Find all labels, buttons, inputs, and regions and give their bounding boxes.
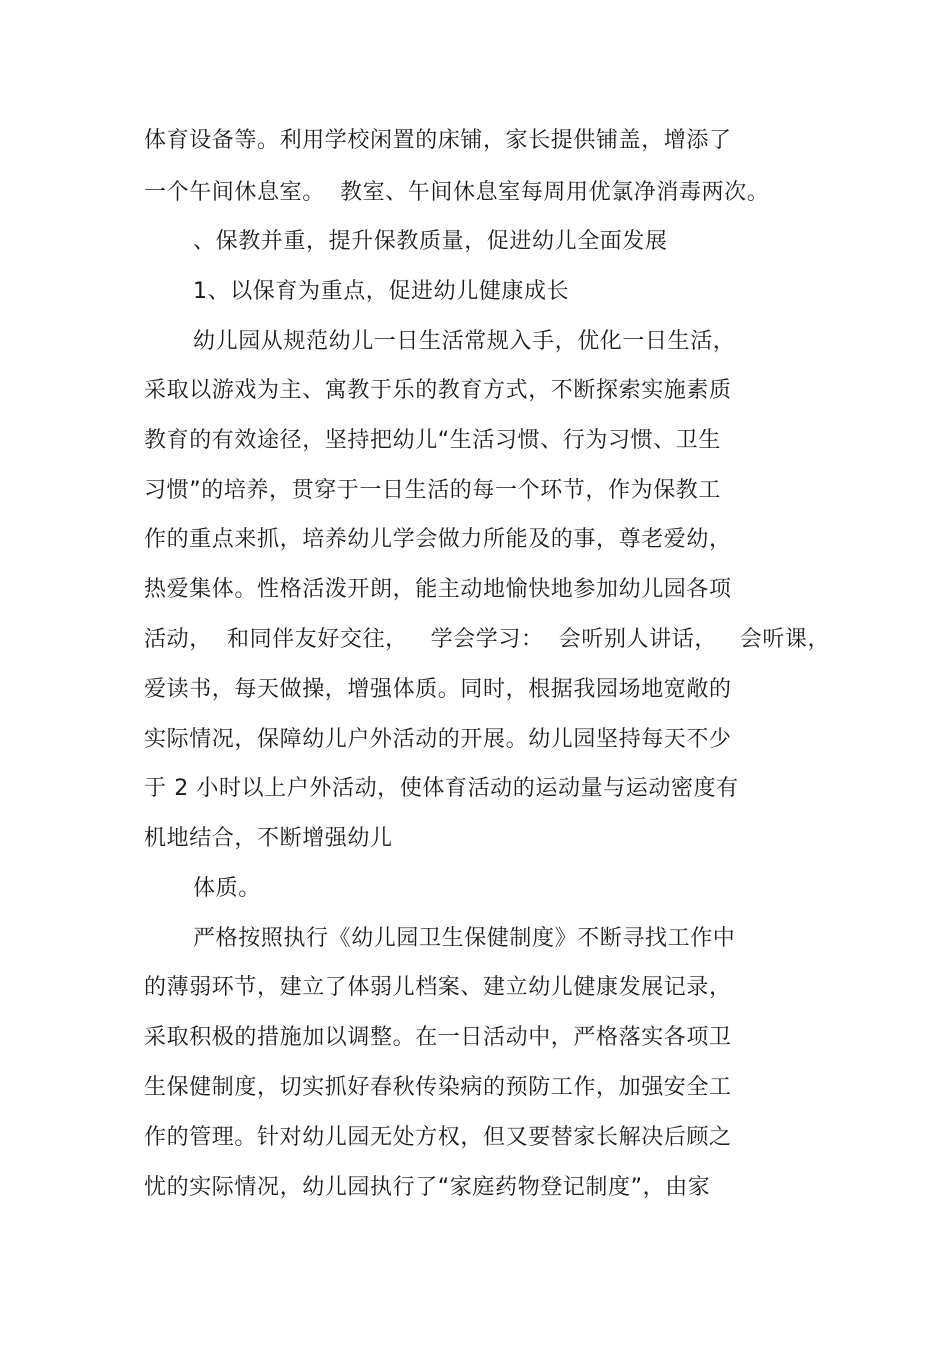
- text-line: 体质。: [193, 876, 261, 901]
- text-line: 严格按照执行《幼儿园卫生保健制度》不断寻找工作中: [193, 926, 736, 951]
- text-line: 活动， 和同伴友好交往， 学会学习： 会听别人讲话， 会听课，: [144, 627, 831, 652]
- text-line: 于 2 小时以上户外活动，使体育活动的运动量与运动密度有: [144, 776, 739, 801]
- text-line: 爱读书，每天做操，增强体质。同时，根据我园场地宽敞的: [144, 677, 732, 702]
- text-line: 采取以游戏为主、寓教于乐的教育方式，不断探索实施素质: [144, 378, 732, 403]
- text-line: 采取积极的措施加以调整。在一日活动中，严格落实各项卫: [144, 1025, 732, 1050]
- text-line: 生保健制度，切实抓好春秋传染病的预防工作，加强安全工: [144, 1075, 732, 1100]
- text-line: 教育的有效途径，坚持把幼儿“生活习惯、行为习惯、卫生: [144, 428, 721, 453]
- text-line: 的薄弱环节，建立了体弱儿档案、建立幼儿健康发展记录，: [144, 975, 732, 1000]
- text-line: 忧的实际情况，幼儿园执行了“家庭药物登记制度”，由家: [144, 1175, 711, 1200]
- text-line: 作的管理。针对幼儿园无处方权，但又要替家长解决后顾之: [144, 1125, 732, 1150]
- text-line: 作的重点来抓，培养幼儿学会做力所能及的事，尊老爱幼，: [144, 527, 732, 552]
- text-line: 实际情况，保障幼儿户外活动的开展。幼儿园坚持每天不少: [144, 727, 732, 752]
- text-line: 机地结合，不断增强幼儿: [144, 826, 393, 851]
- text-line: 幼儿园从规范幼儿一日生活常规入手，优化一日生活，: [193, 329, 736, 354]
- subsection-heading: 1、以保育为重点，促进幼儿健康成长: [193, 279, 570, 304]
- text-line: 热爱集体。性格活泼开朗，能主动地愉快地参加幼儿园各项: [144, 577, 732, 602]
- text-line: 一个午间休息室。 教室、午间休息室每周用优氯净消毒两次。: [144, 180, 770, 205]
- section-heading: 、保教并重，提升保教质量，促进幼儿全面发展: [193, 229, 668, 254]
- text-line: 体育设备等。利用学校闲置的床铺，家长提供铺盖，增添了: [144, 128, 732, 153]
- text-line: 习惯”的培养，贯穿于一日生活的每一个环节，作为保教工: [144, 478, 721, 503]
